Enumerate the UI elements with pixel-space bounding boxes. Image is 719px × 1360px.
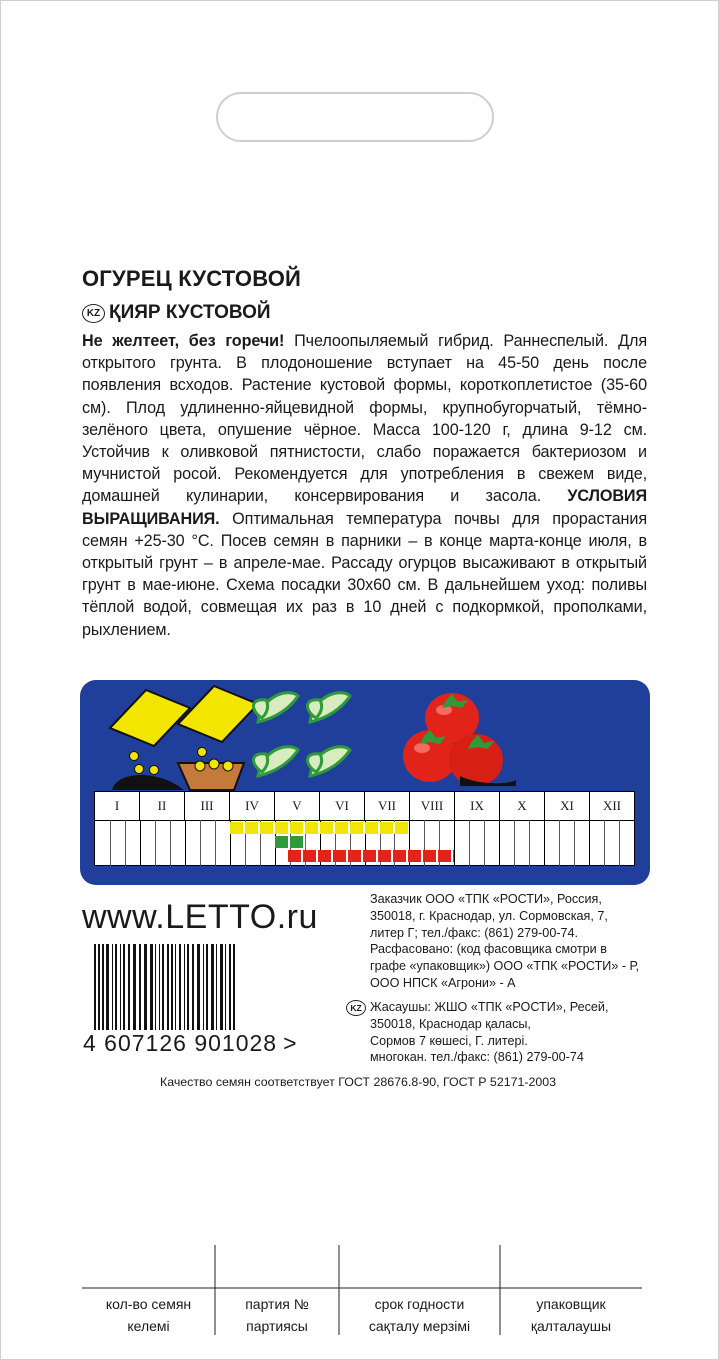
- tomatoes-icon: [403, 693, 516, 786]
- calendar-gridline: [140, 820, 141, 866]
- calendar-bar-seedlings: [275, 836, 306, 848]
- footer-seed-count: [82, 1293, 215, 1337]
- barcode-bar: [187, 944, 189, 1030]
- seed-pot-icon: [178, 686, 258, 790]
- barcode-bar: [128, 944, 130, 1030]
- footer-label-ru: упаковщик: [536, 1296, 606, 1312]
- description-intro: Не желтеет, без горечи!: [82, 332, 285, 350]
- kz-badge-icon: KZ: [82, 304, 105, 323]
- maker-kz-line: Жасаушы: ЖШО «ТПК «РОСТИ», Ресей,: [370, 1000, 609, 1014]
- calendar-gridline: [604, 820, 605, 866]
- footer-packer: [500, 1293, 642, 1337]
- month-label: II: [140, 792, 185, 820]
- calendar-gridline: [200, 820, 201, 866]
- calendar-gridline: [454, 820, 455, 866]
- barcode-bar: [179, 944, 181, 1030]
- gost-statement: Качество семян соответствует ГОСТ 28676.8-90, ГОСТ Р 52171-2003: [160, 1075, 557, 1089]
- barcode-bar: [120, 944, 121, 1030]
- seedling-icon: [253, 693, 350, 776]
- month-label: VI: [320, 792, 365, 820]
- calendar-gridline: [110, 820, 111, 866]
- calendar-gridline: [155, 820, 156, 866]
- growing-stages-illustration: [80, 680, 650, 795]
- calendar-gridline: [574, 820, 575, 866]
- barcode-bar: [175, 944, 176, 1030]
- barcode-bar: [139, 944, 141, 1030]
- calendar-bar-harvest: [288, 850, 454, 862]
- footer-label-kz: сақталу мерзімі: [368, 1318, 471, 1334]
- barcode-bar: [225, 944, 226, 1030]
- month-label: III: [185, 792, 230, 820]
- maker-ru-line: ООО НПСК «Агрони» - А: [370, 975, 516, 990]
- manufacturer-info-ru: [370, 891, 660, 992]
- maker-ru-line: графе «упаковщик») ООО «ТПК «РОСТИ» - Р,: [370, 959, 640, 974]
- barcode-bar: [216, 944, 217, 1030]
- maker-ru-line: Расфасовано: (код фасовщика смотри в: [370, 942, 607, 957]
- calendar-gridline: [484, 820, 485, 866]
- product-title-kz-text: ҚИЯР КУСТОВОЙ: [109, 302, 271, 323]
- calendar-gridline: [170, 820, 171, 866]
- description-body-2: Оптимальная температура почвы для прорастания семян +25-30 °С. Посев семян в парники – в конце марта-конце июля, в открытый грунт – в апреле-мае. Рассаду огурцов высаживают в открытый грунт в мае-июне. Схема посадки 30х60 см. В дальнейшем уход: поливы тёплой водой, совмещая их раз в 10 дней с подкормкой, прополками, рыхлением.: [82, 509, 647, 639]
- barcode-bar: [102, 944, 104, 1030]
- website-url[interactable]: www.LETTO.ru: [82, 898, 318, 936]
- barcode-bar: [106, 944, 109, 1030]
- product-title-kz: [82, 302, 271, 324]
- footer-label-kz: келемі: [127, 1318, 170, 1334]
- barcode-bar: [133, 944, 136, 1030]
- footer-label-kz: қалталаушы: [530, 1318, 612, 1334]
- calendar-gridline: [469, 820, 470, 866]
- footer-batch: [215, 1293, 339, 1337]
- barcode-digits: 4 607126 901028: [83, 1029, 278, 1056]
- month-label: XII: [602, 798, 622, 813]
- footer-expiry: [339, 1293, 500, 1337]
- month-label: XI: [545, 792, 590, 820]
- description: [82, 330, 647, 641]
- product-title-ru: ОГУРЕЦ КУСТОВОЙ: [82, 266, 302, 291]
- barcode-bar: [112, 944, 113, 1030]
- calendar-gridline: [125, 820, 126, 866]
- footer-label-ru: партия №: [245, 1296, 309, 1312]
- calendar-gridline: [544, 820, 545, 866]
- month-label: I: [95, 792, 140, 820]
- calendar-gridline: [215, 820, 216, 866]
- calendar-gridline: [619, 820, 620, 866]
- barcode-bar: [150, 944, 153, 1030]
- barcode-bar: [192, 944, 194, 1030]
- barcode-bar: [155, 944, 156, 1030]
- calendar-gridline: [514, 820, 515, 866]
- calendar-gridline: [185, 820, 186, 866]
- growing-calendar: [94, 791, 635, 866]
- barcode-bar: [144, 944, 147, 1030]
- maker-kz-line: многокан. тел./факс: (861) 279-00-74: [370, 1050, 584, 1065]
- maker-ru-line: Заказчик ООО «ТПК «РОСТИ», Россия,: [370, 892, 602, 906]
- barcode-bar: [197, 944, 200, 1030]
- description-body-1: Пчелоопыляемый гибрид. Раннеспелый. Для открытого грунта. В плодоношение вступает на 45-50 день после появления всходов. Растение кустовой формы, короткоплетистое (35-60 см). Плод удлиненно-яйцевидной формы, крупнобугорчатый, тёмно-зелёного цвета, опушение чёрное. Масса 100-120 г, длина 9-12 см. Устойчив к оливковой пятнистости, слабо поражается бактериозом и мучнистой росой. Рекомендуется для употребления в свежем виде, домашней кулинарии, консервирования и засола.: [82, 332, 647, 506]
- barcode-bar: [159, 944, 160, 1030]
- month-label: V: [275, 792, 320, 820]
- month-label: IV: [230, 792, 275, 820]
- calendar-gridline: [499, 820, 500, 866]
- month-label: X: [500, 792, 545, 820]
- maker-kz-line: 350018, Краснодар қаласы,: [370, 1016, 531, 1031]
- barcode-bar: [203, 944, 204, 1030]
- barcode-arrow: >: [283, 1029, 298, 1056]
- footer-label-ru: кол-во семян: [105, 1296, 192, 1312]
- barcode-bar: [184, 944, 185, 1030]
- barcode-bar: [220, 944, 223, 1030]
- footer-label-ru: срок годности: [374, 1296, 465, 1312]
- calendar-gridline: [529, 820, 530, 866]
- maker-ru-line: 350018, г. Краснодар, ул. Сормовская, 7,: [370, 908, 608, 923]
- kz-badge-icon: KZ: [346, 1000, 366, 1016]
- growing-conditions-heading: УСЛОВИЯ ВЫРАЩИВАНИЯ.: [82, 487, 647, 528]
- barcode-bar: [206, 944, 208, 1030]
- hang-hole: [216, 92, 494, 142]
- month-label: IX: [455, 792, 500, 820]
- calendar-grid: [95, 820, 634, 866]
- barcode-bar: [123, 944, 125, 1030]
- calendar-bar-sowing: [230, 822, 410, 834]
- month-label: VIII: [410, 792, 455, 820]
- maker-kz-line: Сормов 7 көшесі, Г. литері.: [370, 1033, 528, 1048]
- calendar-gridline: [589, 820, 590, 866]
- barcode-bar: [162, 944, 164, 1030]
- maker-ru-line: литер Г; тел./факс: (861) 279-00-74.: [370, 925, 579, 940]
- calendar-gridline: [559, 820, 560, 866]
- seed-packet-icon: [110, 690, 190, 790]
- calendar-month-row: [95, 792, 634, 821]
- footer-label-kz: партиясы: [246, 1318, 308, 1334]
- barcode-bar: [115, 944, 117, 1030]
- barcode-digits-row: [82, 1030, 344, 1056]
- barcode-bar: [211, 944, 214, 1030]
- month-label: VII: [365, 792, 410, 820]
